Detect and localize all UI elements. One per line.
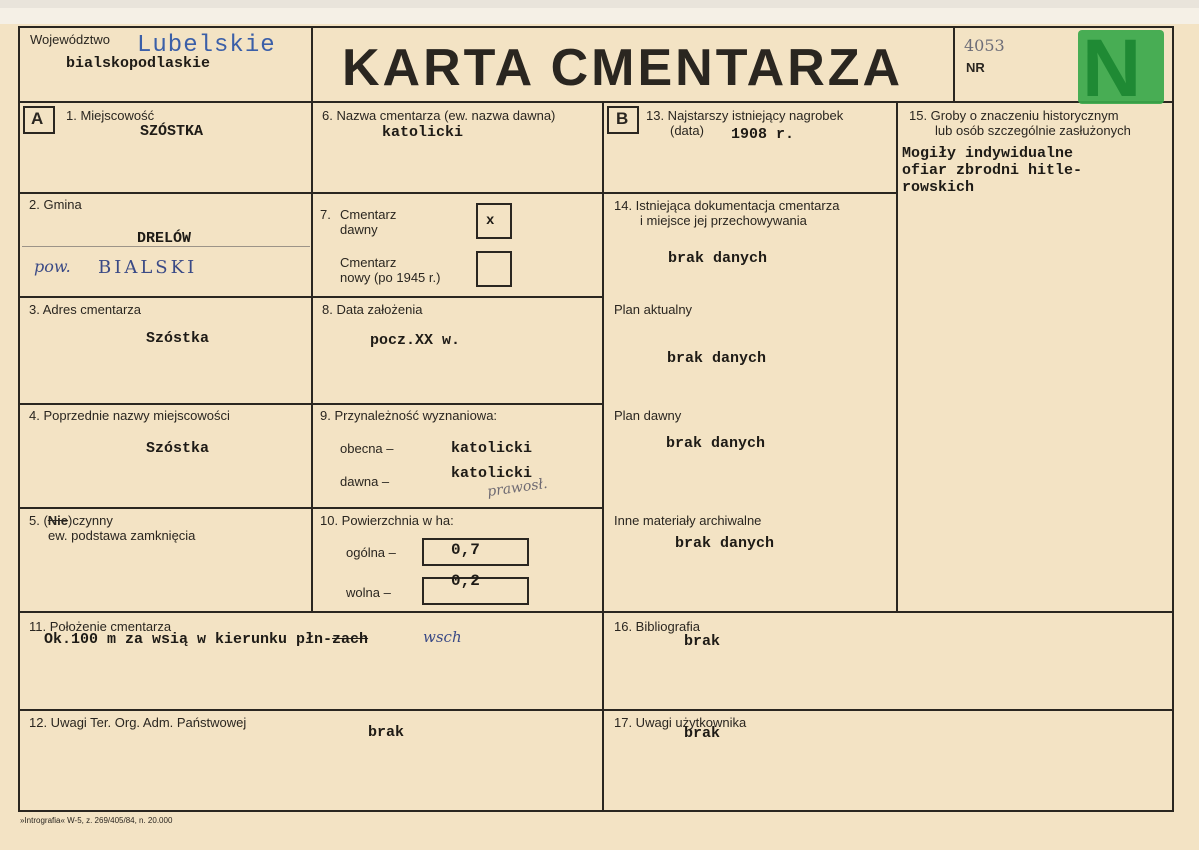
field-2-hand-value: BIALSKI	[98, 257, 198, 278]
field-7-dawny-2: dawny	[340, 222, 378, 237]
inne-label: Inne materiały archiwalne	[614, 513, 762, 528]
field-4-label: 4. Poprzednie nazwy miejscowości	[29, 408, 230, 423]
field-16-value: brak	[684, 633, 721, 650]
field-5-suffix: )czynny	[68, 513, 113, 528]
plan-dawny-label: Plan dawny	[614, 408, 682, 423]
divider	[18, 296, 603, 298]
printer-imprint: »Intrografia« W-5, z. 269/405/84, n. 20.000	[20, 816, 173, 825]
plan-aktualny-label: Plan aktualny	[614, 302, 693, 317]
field-14-label: 14. Istniejąca dokumentacja cmentarza	[614, 198, 840, 213]
divider	[18, 403, 603, 405]
field-11-label: 11. Położenie cmentarza	[29, 619, 172, 634]
nr-handwritten: 4053	[964, 36, 1005, 55]
paper-top-strip	[0, 8, 1199, 24]
divider	[602, 102, 604, 810]
field-10-ogolna-label: ogólna –	[346, 545, 396, 560]
field-11-struck: zach	[332, 631, 369, 648]
page-title: KARTA CMENTARZA	[342, 39, 904, 97]
field-15-label-2: lub osób szczególnie zasłużonych	[935, 123, 1131, 138]
field-7-label: 7.	[320, 207, 331, 222]
plan-aktualny-value: brak danych	[667, 350, 767, 367]
field-9-dawna-value: katolicki	[451, 465, 533, 482]
field-6-value: katolicki	[382, 124, 464, 141]
field-6-label: 6. Nazwa cmentarza (ew. nazwa dawna)	[322, 108, 556, 123]
divider	[18, 192, 603, 194]
field-10-ogolna-value: 0,7	[451, 541, 480, 559]
section-b-letter: B	[616, 109, 629, 128]
nr-label: NR	[966, 60, 985, 75]
field-3-label: 3. Adres cmentarza	[29, 302, 141, 317]
field-10-wolna-label: wolna –	[346, 585, 391, 600]
field-1-label: 1. Miejscowość	[66, 108, 155, 123]
field-11-hand: wsch	[423, 628, 462, 646]
divider	[18, 101, 1174, 103]
field-17-label: 17. Uwagi użytkownika	[614, 715, 747, 730]
field-13-label-2: (data)	[670, 123, 704, 138]
wojewodztwo-label: Województwo	[30, 32, 110, 47]
field-15-label: 15. Groby o znaczeniu historycznym	[909, 108, 1119, 123]
divider	[603, 192, 897, 194]
field-14-label-2: i miejsce jej przechowywania	[640, 213, 807, 228]
field-17-value: brak	[684, 725, 721, 742]
field-7-nowy: Cmentarz	[340, 255, 397, 270]
divider	[18, 709, 1174, 711]
plan-dawny-value: brak danych	[666, 435, 766, 452]
field-15-value-2: ofiar zbrodni hitle-	[902, 162, 1083, 179]
field-9-obecna-label: obecna –	[340, 441, 394, 456]
field-3-value: Szóstka	[146, 330, 210, 347]
divider	[18, 507, 603, 509]
field-15-value-3: rowskich	[902, 179, 975, 196]
field-8-value: pocz.XX w.	[370, 332, 461, 349]
field-5-label	[29, 513, 113, 528]
cmentarz-dawny-mark: x	[486, 213, 495, 229]
section-a-letter: A	[31, 109, 44, 128]
field-2-hand-pow: pow.	[34, 257, 71, 276]
field-5-prefix: 5. (	[29, 513, 48, 528]
stamp-letter: N	[1082, 23, 1142, 114]
field-9-obecna-value: katolicki	[451, 440, 533, 457]
field-12-value: brak	[368, 724, 405, 741]
field-7-nowy-2: nowy (po 1945 r.)	[340, 270, 441, 285]
field-12-label: 12. Uwagi Ter. Org. Adm. Państwowej	[29, 715, 247, 730]
field-15-value-1: Mogiły indywidualne	[902, 145, 1074, 162]
field-9-label: 9. Przynależność wyznaniowa:	[320, 408, 498, 423]
field-2-value: DRELÓW	[137, 230, 192, 247]
field-1-value: SZÓSTKA	[140, 123, 204, 140]
field-4-value: Szóstka	[146, 440, 210, 457]
field-7-dawny: Cmentarz	[340, 207, 397, 222]
inne-value: brak danych	[675, 535, 775, 552]
wojewodztwo-value: bialskopodlaskie	[66, 55, 211, 72]
field-14-value: brak danych	[668, 250, 768, 267]
pencil-line	[22, 246, 310, 247]
field-2-label: 2. Gmina	[29, 197, 82, 212]
field-13-value: 1908 r.	[731, 126, 795, 143]
field-8-label: 8. Data założenia	[322, 302, 423, 317]
divider	[311, 26, 313, 612]
field-9-hand: prawosł.	[486, 475, 549, 501]
field-9-dawna-label: dawna –	[340, 474, 390, 489]
divider	[18, 611, 1174, 613]
divider	[953, 26, 955, 102]
wojewodztwo-stamp: Lubelskie	[137, 32, 276, 59]
field-11-value	[44, 631, 368, 648]
cmentarz-nowy-checkbox[interactable]	[476, 251, 512, 287]
top-edge	[0, 0, 1199, 8]
field-16-label: 16. Bibliografia	[614, 619, 700, 634]
field-11-text: Ok.100 m za wsią w kierunku płn-	[44, 631, 333, 648]
field-5-label-line2: ew. podstawa zamknięcia	[48, 528, 196, 543]
divider	[896, 102, 898, 612]
field-10-wolna-value: 0,2	[451, 572, 480, 590]
field-13-label: 13. Najstarszy istniejący nagrobek	[646, 108, 844, 123]
field-10-label: 10. Powierzchnia w ha:	[320, 513, 454, 528]
field-5-struck: Nie	[47, 513, 69, 528]
